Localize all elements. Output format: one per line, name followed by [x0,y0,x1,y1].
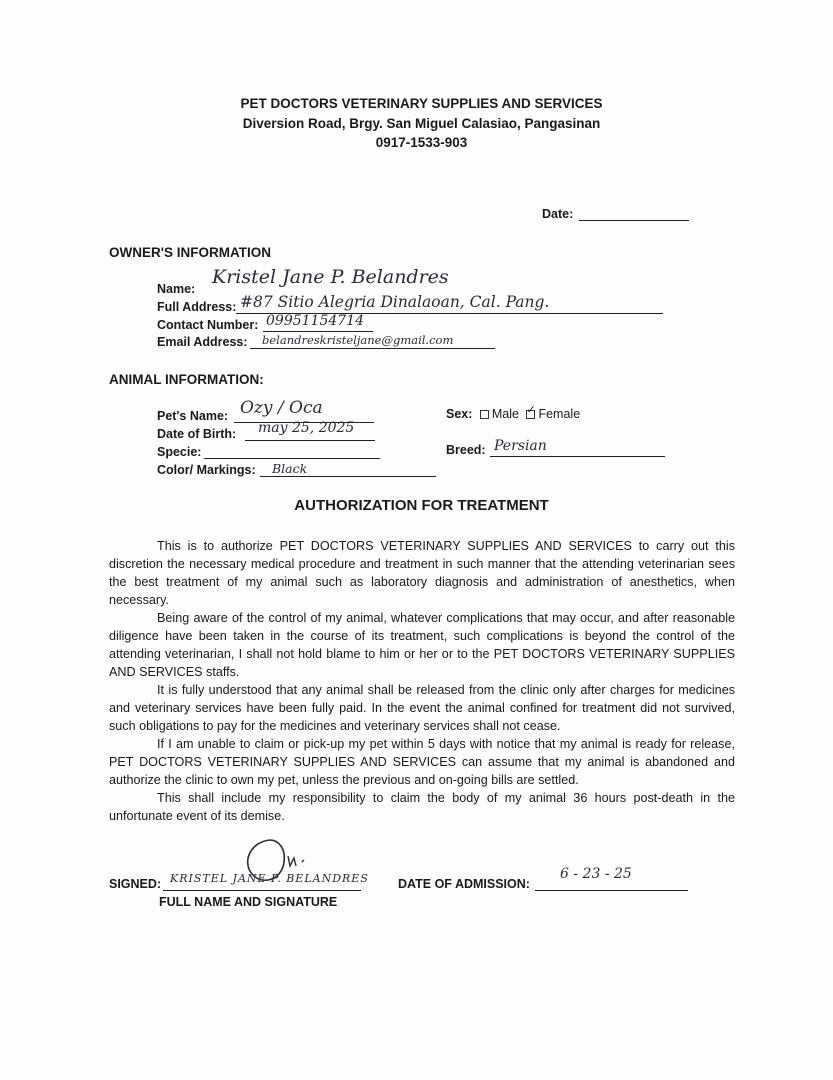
breed-field[interactable] [490,456,665,457]
company-phone: 0917-1533-903 [375,135,468,150]
color-value: Black [272,461,308,476]
authorization-paragraph: This shall include my responsibility to claim the body of my animal 36 hours post-death in the unfortunate event of its demise. [109,791,735,823]
date-field[interactable] [579,220,689,221]
address-label: Full Address: [157,300,237,314]
contact-field[interactable] [263,331,373,332]
authorization-title: AUTHORIZATION FOR TREATMENT [294,497,549,514]
male-label: Male [491,407,519,421]
company-name: PET DOCTORS VETERINARY SUPPLIES AND SERVICES [240,96,603,111]
email-value: belandreskristeljane@gmail.com [262,333,454,347]
female-label: Female [538,407,581,421]
signature-field[interactable] [163,890,361,891]
specie-field[interactable] [204,458,380,459]
dob-value: may 25, 2025 [258,420,355,436]
signature-caption: FULL NAME AND SIGNATURE [159,895,338,909]
female-checkbox[interactable] [526,404,536,419]
dob-field[interactable] [245,440,375,441]
email-field[interactable] [250,348,495,349]
admission-field[interactable] [535,890,688,891]
pet-name-value: Ozy / Oca [240,398,323,418]
authorization-paragraph: It is fully understood that any animal shall be released from the clinic only after charges for medicines and veterinary services have been fully paid. In the event the animal confined for treatment did not survived, such obligations to pay for the medicines and veterinary services shall not cease. [109,683,735,733]
owner-section-title: OWNER'S INFORMATION [109,245,271,260]
company-address: Diversion Road, Brgy. San Miguel Calasiao, Pangasinan [242,116,601,131]
signature-value: KRISTEL JANE P. BELANDRES [170,872,369,885]
authorization-paragraph: This is to authorize PET DOCTORS VETERINARY SUPPLIES AND SERVICES to carry out this discretion the necessary medical procedure and treatment in such manner that the attending veterinarian sees the best treatment of my animal such as laboratory diagnosis and administration of anesthetics, when necessary. [109,539,735,607]
date-label: Date: [542,207,574,221]
contact-value: 09951154714 [266,313,364,329]
breed-value: Persian [494,438,547,454]
dob-label: Date of Birth: [157,427,237,441]
animal-section-title: ANIMAL INFORMATION: [109,372,264,387]
signed-label: SIGNED: [109,877,162,891]
admission-label: DATE OF ADMISSION: [398,877,530,891]
specie-label: Specie: [157,445,202,459]
check-mark-icon: ✓ [526,404,536,417]
sex-label: Sex: [446,407,473,421]
name-value: Kristel Jane P. Belandres [212,266,449,288]
email-label: Email Address: [157,335,248,349]
authorization-paragraph: If I am unable to claim or pick-up my pet within 5 days with notice that my animal is ready for release, PET DOCTORS VETERINARY SUPPLIES AND SERVICES can assume that my animal is abandoned and authorize the clinic to own my pet, unless the previous and on-going bills are settled. [109,737,735,787]
male-checkbox[interactable] [480,410,489,419]
color-field[interactable] [260,476,436,477]
pet-name-label: Pet's Name: [157,409,229,423]
sex-row [446,404,581,421]
authorization-body [109,537,735,825]
name-label: Name: [157,282,196,296]
address-value: #87 Sitio Alegria Dinalaoan, Cal. Pang. [240,293,550,311]
contact-label: Contact Number: [157,318,259,332]
color-label: Color/ Markings: [157,463,256,477]
authorization-paragraph: Being aware of the control of my animal, whatever complications that may occur, and after reasonable diligence have been taken in the course of its treatment, such complications is beyond the control of the attending veterinarian, I shall not hold blame to him or her or to the PET DOCTORS VETERINARY SUPPLIES AND SERVICES staffs. [109,611,735,679]
breed-label: Breed: [446,443,486,457]
admission-value: 6 - 23 - 25 [560,866,632,882]
